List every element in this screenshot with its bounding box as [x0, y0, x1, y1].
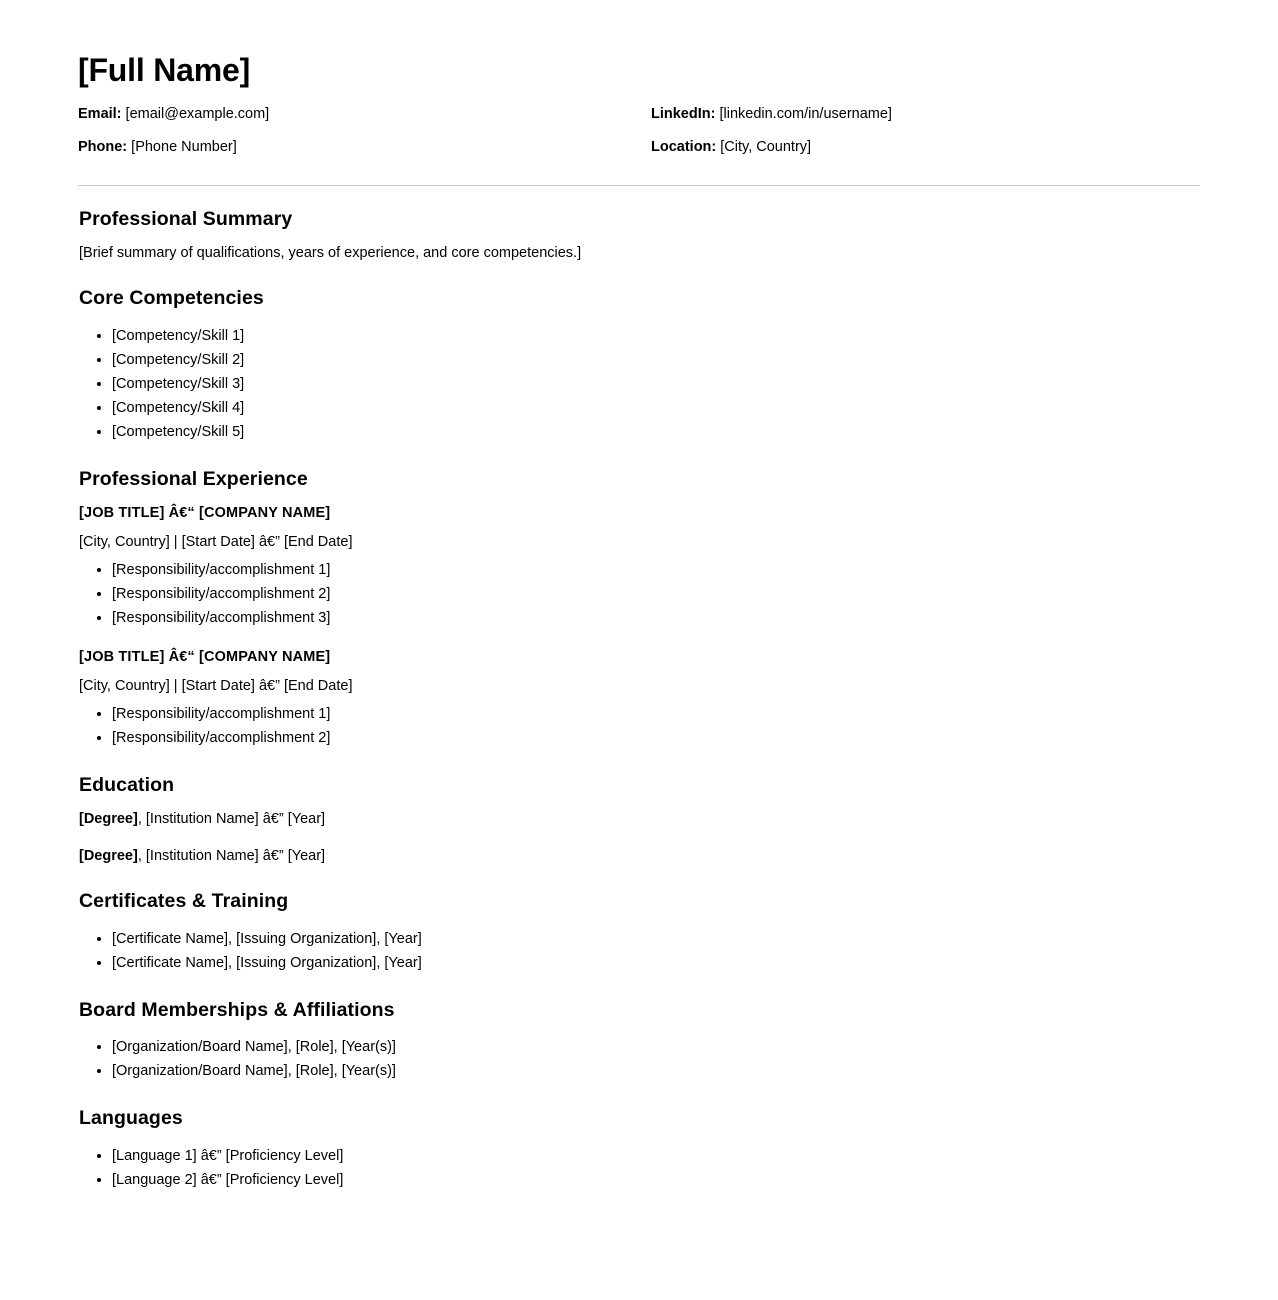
list-item: • [Competency/Skill 4] — [112, 396, 1200, 420]
contact-row — [78, 138, 1200, 171]
job-responsibilities-list — [78, 558, 1200, 630]
board-memberships-list — [78, 1035, 1200, 1083]
contact-linkedin-label: LinkedIn: — [651, 105, 716, 122]
languages-list — [78, 1144, 1200, 1192]
education-degree: [Degree] — [79, 848, 138, 865]
contact-phone-value: [Phone Number] — [131, 138, 237, 155]
list-item: • [Certificate Name], [Issuing Organization], [Year] — [112, 951, 1200, 975]
job-title-company: [JOB TITLE] Â€“ [COMPANY NAME] — [79, 648, 331, 665]
section-title-certificates-training: Certificates & Training — [79, 890, 289, 913]
list-item: • [Responsibility/accomplishment 1] — [112, 702, 1200, 726]
section-title-core-competencies: Core Competencies — [79, 287, 264, 310]
list-item: • [Competency/Skill 5] — [112, 420, 1200, 444]
section-title-languages: Languages — [79, 1107, 183, 1130]
section-education — [78, 774, 1200, 866]
section-title-professional-summary: Professional Summary — [79, 207, 293, 230]
section-certificates-training — [78, 890, 1200, 974]
section-title-education: Education — [79, 773, 175, 796]
contact-location — [651, 138, 811, 157]
contact-email — [78, 105, 269, 124]
experience-entry — [78, 648, 1200, 750]
section-professional-summary — [78, 208, 1200, 263]
contact-location-label: Location: — [651, 138, 717, 155]
contact-phone — [78, 138, 237, 157]
list-item: • [Certificate Name], [Issuing Organization], [Year] — [112, 927, 1200, 951]
contact-email-value: [email@example.com] — [125, 105, 270, 122]
education-entry — [79, 810, 1200, 829]
page-title: [Full Name] — [78, 52, 251, 88]
contact-linkedin — [651, 105, 892, 124]
list-item: • [Responsibility/accomplishment 3] — [112, 606, 1200, 630]
list-item: • [Organization/Board Name], [Role], [Year(s)] — [112, 1035, 1200, 1059]
job-responsibilities-list — [78, 702, 1200, 750]
section-languages — [78, 1107, 1200, 1191]
list-item: • [Language 2] â€” [Proficiency Level] — [112, 1168, 1200, 1192]
core-competencies-list — [78, 324, 1200, 444]
professional-summary-text: [Brief summary of qualifications, years of experience, and core competencies.] — [79, 245, 582, 262]
education-institution-year: , [Institution Name] â€” [Year] — [137, 848, 326, 865]
header-divider — [78, 185, 1200, 186]
list-item: • [Competency/Skill 1] — [112, 324, 1200, 348]
education-degree: [Degree] — [79, 811, 138, 828]
section-professional-experience — [78, 468, 1200, 750]
list-item: • [Organization/Board Name], [Role], [Year(s)] — [112, 1059, 1200, 1083]
contact-phone-label: Phone: — [78, 138, 128, 155]
section-title-board-memberships: Board Memberships & Affiliations — [79, 998, 395, 1021]
list-item: • [Responsibility/accomplishment 1] — [112, 558, 1200, 582]
job-location-dates: [City, Country] | [Start Date] â€” [End Date] — [79, 677, 353, 694]
section-title-professional-experience: Professional Experience — [79, 467, 308, 490]
list-item: • [Language 1] â€” [Proficiency Level] — [112, 1144, 1200, 1168]
list-item: • [Responsibility/accomplishment 2] — [112, 726, 1200, 750]
contact-email-label: Email: — [78, 105, 122, 122]
list-item: • [Competency/Skill 2] — [112, 348, 1200, 372]
contact-linkedin-value: [linkedin.com/in/username] — [719, 105, 892, 122]
section-board-memberships — [78, 999, 1200, 1083]
certificates-list — [78, 927, 1200, 975]
list-item: • [Competency/Skill 3] — [112, 372, 1200, 396]
contact-info — [78, 105, 1200, 171]
education-entry — [79, 847, 1200, 866]
job-title-company: [JOB TITLE] Â€“ [COMPANY NAME] — [79, 504, 331, 521]
job-location-dates: [City, Country] | [Start Date] â€” [End Date] — [79, 533, 353, 550]
contact-row — [78, 105, 1200, 138]
education-institution-year: , [Institution Name] â€” [Year] — [137, 811, 326, 828]
contact-location-value: [City, Country] — [720, 138, 812, 155]
section-core-competencies — [78, 287, 1200, 443]
list-item: • [Responsibility/accomplishment 2] — [112, 582, 1200, 606]
experience-entry — [78, 504, 1200, 630]
